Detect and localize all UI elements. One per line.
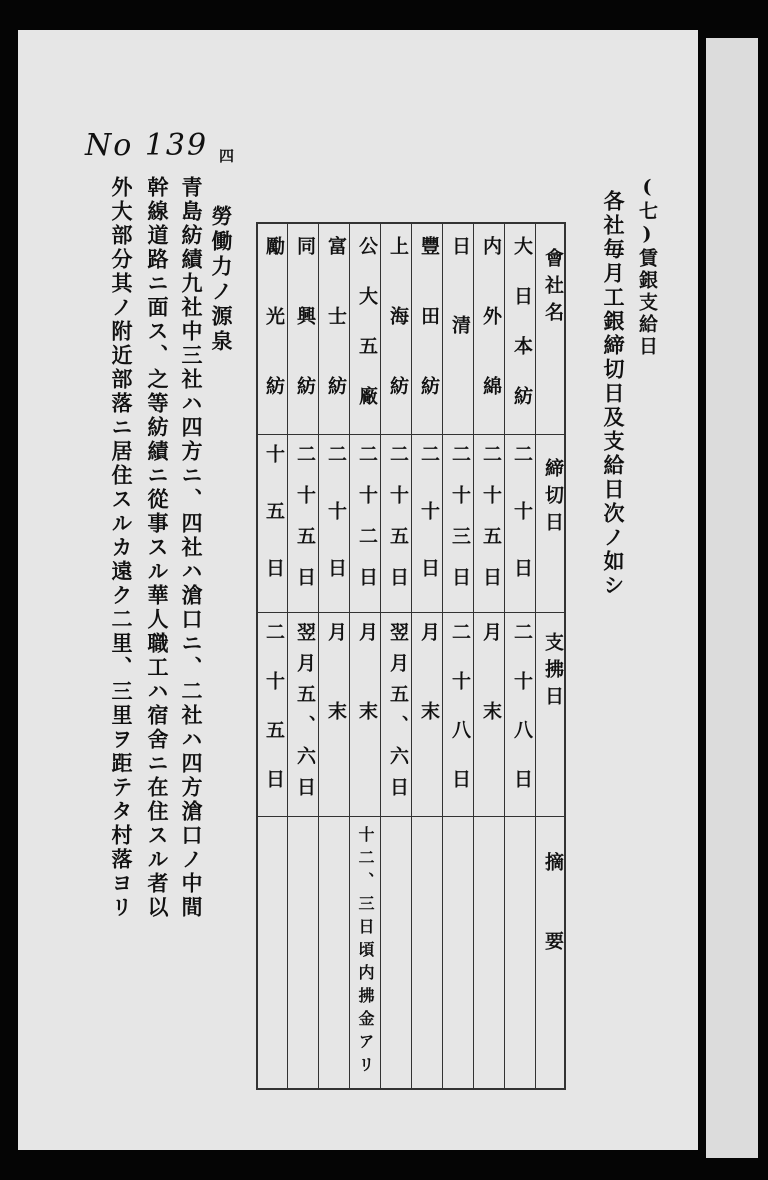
company-name: 公大五廠 [356,236,378,436]
payment-date: 月末 [480,622,502,780]
wage-payment-table [256,222,566,1090]
payment-date: 翌月五、六日 [387,622,409,808]
body-text-column: 幹線道路ニ面ス、之等紡績ニ從事スル華人職工ハ宿舍ニ在住スル者以 [145,176,170,920]
payment-date: 月末 [325,622,347,780]
adjacent-page-edge [706,38,758,1158]
cutoff-date: 二十五日 [387,444,409,608]
remarks-note: 十二、三日頃内拂金アリ [356,826,375,1079]
cutoff-date: 二十日 [511,444,533,615]
company-name: 豐田紡 [418,236,440,446]
company-name: 勵光紡 [263,236,285,446]
header-cutoff-date: 締切日 [542,458,564,539]
cutoff-date: 二十三日 [449,444,471,608]
body-text-column: 外大部分其ノ附近部落ニ居住スルカ遠ク二里、三里ヲ距テタ村落ヨリ [109,176,134,920]
company-name: 内外綿 [480,236,502,446]
cutoff-date: 二十日 [418,444,440,615]
table-caption: 各社毎月工銀締切日及支給日次ノ如シ [601,190,626,598]
company-name: 大日本紡 [511,236,533,436]
body-text-column: 青島紡績九社中三社ハ四方ニ、四社ハ滄口ニ、二社ハ四方滄口ノ中間 [179,176,204,920]
payment-date: 二十八日 [449,622,471,818]
payment-date: 二十五日 [263,622,285,818]
subsection-heading: (七)賃銀支給日 [636,176,658,358]
payment-date: 月末 [356,622,378,780]
cutoff-date: 二十日 [325,444,347,615]
cutoff-date: 二十五日 [294,444,316,608]
cutoff-date: 十五日 [263,444,285,615]
header-remarks: 摘要 [542,852,564,1010]
payment-date: 二十八日 [511,622,533,818]
cutoff-date: 二十二日 [356,444,378,608]
company-name: 日清 [449,236,471,394]
page-number: No 139 [85,128,209,163]
company-name: 富士紡 [325,236,347,446]
header-company-name: 會社名 [542,248,564,329]
section-title: 勞働力ノ源泉 [209,205,234,355]
header-payment-date: 支拂日 [542,632,564,713]
cutoff-date: 二十五日 [480,444,502,608]
company-name: 上海紡 [387,236,409,446]
payment-date: 翌月五、六日 [294,622,316,808]
section-number: 四 [217,148,235,163]
company-name: 同興紡 [294,236,316,446]
payment-date: 月末 [418,622,440,780]
